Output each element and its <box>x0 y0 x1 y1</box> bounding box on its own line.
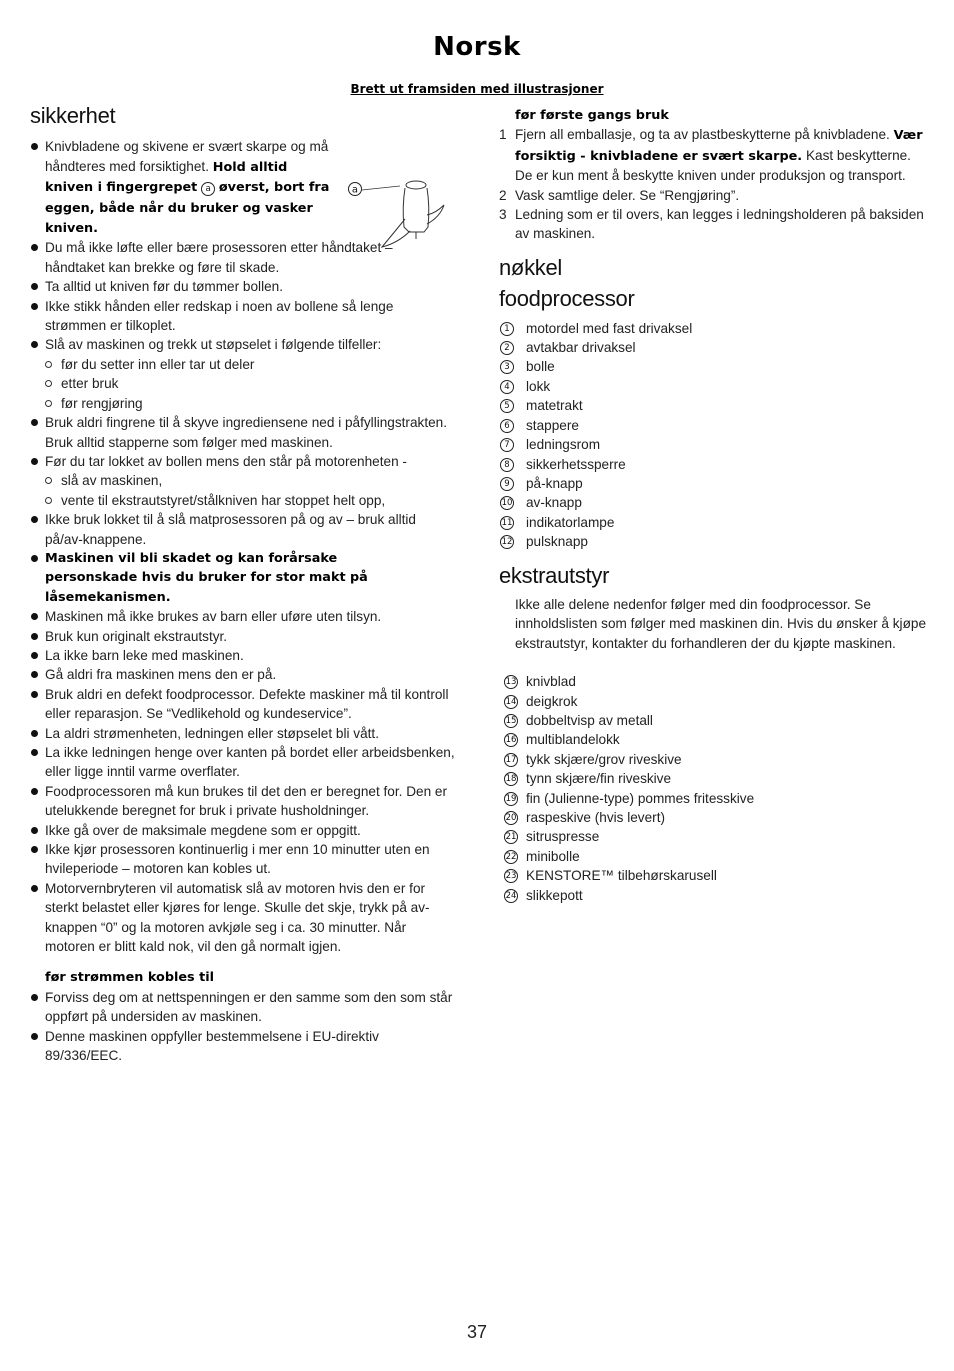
number-circle-icon: 21 <box>505 832 517 843</box>
accessory-item: 14 deigkrok <box>505 693 578 709</box>
accessory-item: 24 slikkepott <box>505 887 583 903</box>
number-circle-icon: 9 <box>500 477 514 491</box>
number-circle-icon: 14 <box>505 696 517 707</box>
list-item: Slå av maskinen og trekk ut støpselet i følgende tilfeller: <box>30 335 455 354</box>
key-item: 10 av-knapp <box>501 495 582 511</box>
list-item: Denne maskinen oppfyller bestemmelsene i EU-direktiv 89/336/EEC. <box>30 1027 455 1066</box>
list-item: Motorvernbryteren vil automatisk slå av motoren hvis den er for sterkt belastet eller kjøres for lenge. Skulle det skje, trykk på av-knappen “0” og la motoren avkjøle seg i ca. 30 minutter. Når motoren er blitt kald nok, vil den gå normalt igjen. <box>30 879 455 957</box>
number-circle-icon: 24 <box>505 890 517 901</box>
key-item: 5 matetrakt <box>499 396 929 415</box>
number-circle-icon: 22 <box>505 851 517 862</box>
number-circle-icon: 7 <box>500 438 514 452</box>
sub-list-item: etter bruk <box>30 374 455 393</box>
sub-list-item: vente til ekstrautstyret/stålkniven har stoppet helt opp, <box>30 491 455 510</box>
number-circle-icon: 19 <box>505 793 517 804</box>
list-item: Ikke bruk lokket til å slå matprosessoren på og av – bruk alltid på/av-knappene. <box>30 510 455 549</box>
list-item: La ikke barn leke med maskinen. <box>30 646 455 665</box>
number-circle-icon: 16 <box>505 735 517 746</box>
accessory-item: 19 fin (Julienne-type) pommes fritesskive <box>505 790 755 806</box>
power-heading: før strømmen kobles til <box>45 970 215 986</box>
number-circle-icon: 10 <box>501 498 513 509</box>
step-2: 2 Vask samtlige deler. Se “Rengjøring”. <box>499 187 740 203</box>
accessory-item: 17 tykk skjære/grov riveskive <box>505 751 682 767</box>
step-1: 1 Fjern all emballasje, og ta av plastbeskytterne på knivbladene. Vær forsiktig - knivbladene er svært skarpe. Kast beskytterne. De er kun ment å beskytte kniven under produksjon og transport. <box>499 127 923 184</box>
key-item: 6 stappere <box>499 416 929 435</box>
key-item: 1 motordel med fast drivaksel <box>499 319 929 338</box>
number-circle-icon: 11 <box>501 517 513 528</box>
accessory-item: 23 KENSTORE™ tilbehørskarusell <box>505 868 717 884</box>
first-use-heading: før første gangs bruk <box>515 108 669 123</box>
list-item: Foodprocessoren må kun brukes til det den er beregnet for. Den er utelukkende beregnet for bruk i private husholdninger. <box>30 782 455 821</box>
list-item: Forviss deg om at nettspenningen er den samme som den som står oppført på undersiden av maskinen. <box>30 988 455 1027</box>
number-circle-icon: 5 <box>500 399 514 413</box>
list-item: Maskinen må ikke brukes av barn eller uføre uten tilsyn. <box>30 607 455 626</box>
accessory-item: 18 tynn skjære/fin riveskive <box>505 771 672 787</box>
accessories-heading: ekstrautstyr <box>499 562 610 588</box>
key-item: 12 pulsknapp <box>501 534 588 550</box>
key-item: 11 indikatorlampe <box>501 514 615 530</box>
list-item: Bruk aldri fingrene til å skyve ingrediensene ned i påfyllingstrakten. Bruk alltid stapperne som følger med maskinen. <box>30 413 455 452</box>
page-number: 37 <box>466 1322 488 1342</box>
list-item: La aldri strømenheten, ledningen eller støpselet bli vått. <box>30 724 455 743</box>
sub-list-item: slå av maskinen, <box>30 471 455 490</box>
accessory-item: 15 dobbeltvisp av metall <box>505 712 653 728</box>
step-3: 3 Ledning som er til overs, kan legges i ledningsholderen på baksiden av maskinen. <box>499 207 924 242</box>
number-circle-icon: 1 <box>500 322 514 336</box>
accessory-item: 13 knivblad <box>505 674 576 690</box>
list-item-warning: Maskinen vil bli skadet og kan forårsake personskade hvis du bruker for stor makt på låsemekanismen. <box>30 549 405 607</box>
key-item: 4 lokk <box>499 377 929 396</box>
circle-a-icon: a <box>201 182 215 196</box>
key-item: 9 på-knapp <box>499 474 929 493</box>
accessory-item: 21 sitruspresse <box>505 829 600 845</box>
list-item: Ta alltid ut kniven før du tømmer bollen. <box>30 277 455 296</box>
number-circle-icon: 20 <box>505 813 517 823</box>
list-item: Knivbladene og skivene er svært skarpe og må håndteres med forsiktighet. Hold alltid kniven i fingergrepet a øverst, bort fra eggen, både når du bruker og vasker kniven. <box>30 137 335 238</box>
number-circle-icon: 15 <box>505 715 517 726</box>
page-subtitle: Brett ut framsiden med illustrasjoner <box>350 82 604 96</box>
key-item: 8 sikkerhetssperre <box>499 455 929 474</box>
number-circle-icon: 17 <box>505 754 517 765</box>
number-circle-icon: 13 <box>505 677 517 688</box>
accessories-list <box>499 672 929 905</box>
list-item: Ikke gå over de maksimale megdene som er oppgitt. <box>30 821 455 840</box>
number-circle-icon: 6 <box>500 419 514 433</box>
first-safety-block <box>30 137 455 238</box>
number-circle-icon: 23 <box>505 871 517 882</box>
safety-column <box>30 103 455 1066</box>
accessory-item: 20 raspeskive (hvis levert) <box>505 810 665 825</box>
right-column <box>499 106 929 905</box>
foodprocessor-heading: foodprocessor <box>499 286 635 312</box>
list-item: Bruk aldri en defekt foodprocessor. Defekte maskiner må til kontroll eller reparasjon. Se “Vedlikehold og kundeservice”. <box>30 685 455 724</box>
accessory-item: 22 minibolle <box>505 848 580 864</box>
key-item: 2 avtakbar drivaksel <box>499 338 929 357</box>
list-item: Før du tar lokket av bollen mens den står på motorenheten - <box>30 452 455 471</box>
list-item: Gå aldri fra maskinen mens den er på. <box>30 665 455 684</box>
list-item: La ikke ledningen henge over kanten på bordet eller arbeidsbenken, eller ligge inntil varme overflater. <box>30 743 455 782</box>
safety-heading: sikkerhet <box>30 103 116 128</box>
page-title: Norsk <box>433 32 521 62</box>
key-item: 3 bolle <box>499 357 929 376</box>
number-circle-icon: 3 <box>500 360 514 374</box>
key-heading: nøkkel <box>499 254 562 280</box>
number-circle-icon: 8 <box>500 458 514 472</box>
number-circle-icon: 2 <box>500 341 514 355</box>
accessories-intro: Ikke alle delene nedenfor følger med din foodprocessor. Se innholdslisten som følger med maskinen din. Hvis du ønsker å kjøpe ekstrautstyr, kontakter du forhandleren der du kjøpte maskinen. <box>515 596 927 651</box>
accessory-item: 16 multiblandelokk <box>505 732 620 748</box>
list-item: Bruk kun originalt ekstrautstyr. <box>30 627 455 646</box>
number-circle-icon: 12 <box>501 537 513 548</box>
number-circle-icon: 4 <box>500 380 514 394</box>
list-item: Du må ikke løfte eller bære prosessoren etter håndtaket – håndtaket kan brekke og føre til skade. <box>30 238 455 277</box>
list-item: Ikke stikk hånden eller redskap i noen av bollene så lenge strømmen er tilkoplet. <box>30 297 455 336</box>
illustration-label: a <box>351 184 359 196</box>
number-circle-icon: 18 <box>505 774 517 785</box>
sub-list-item: før rengjøring <box>30 394 455 413</box>
key-list <box>499 319 929 552</box>
key-item: 7 ledningsrom <box>499 435 929 454</box>
list-item: Ikke kjør prosessoren kontinuerlig i mer enn 10 minutter uten en hvileperiode – motoren kan kobles ut. <box>30 840 455 879</box>
sub-list-item: før du setter inn eller tar ut deler <box>30 355 455 374</box>
